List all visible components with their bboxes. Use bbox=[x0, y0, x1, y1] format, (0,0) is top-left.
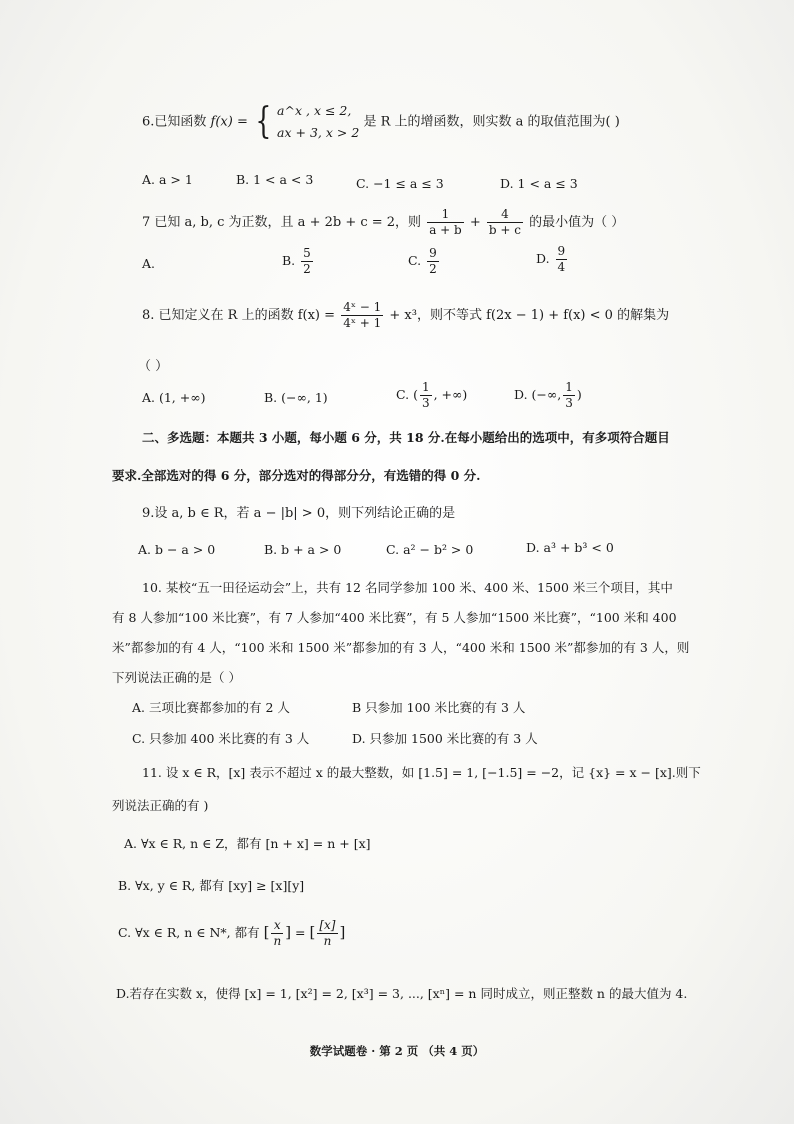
q11-optC-eq: = bbox=[295, 925, 306, 940]
q11-optC-bracket-open-2: [ bbox=[309, 923, 316, 941]
q7-frac1-den: a + b bbox=[429, 223, 462, 237]
q11-option-c bbox=[118, 918, 345, 949]
q7-frac2-den: b + c bbox=[488, 223, 522, 237]
q7-frac2-num: 4 bbox=[487, 207, 523, 223]
q11-optC-bracket-open-1: [ bbox=[263, 923, 270, 941]
q7-option-b bbox=[282, 246, 315, 277]
question-11-line-1: 11. 设 x ∈ R，[x] 表示不超过 x 的最大整数，如 [1.5] = 1, [−1.5] = −2，记 {x} = x − [x].则下 bbox=[142, 765, 701, 780]
q8-answer-paren: （ ） bbox=[138, 359, 169, 374]
q10-option-b: B 只参加 100 米比赛的有 3 人 bbox=[352, 700, 526, 715]
q8-frac-den: 4ˣ + 1 bbox=[343, 316, 382, 330]
q6-option-b: B. 1 < a < 3 bbox=[236, 172, 314, 187]
q7-frac1-num: 1 bbox=[427, 207, 464, 223]
q6-cases bbox=[277, 100, 359, 144]
question-10-line-3: 米”都参加的有 4 人，“100 米和 1500 米”都参加的有 3 人，“400 米和 1500 米”都参加的有 3 人，则 bbox=[112, 640, 690, 655]
q8-optD-b: ) bbox=[576, 387, 582, 402]
q7-optC-den: 2 bbox=[429, 262, 437, 276]
question-10-line-1: 10. 某校“五一田径运动会”上，共有 12 名同学参加 100 米、400 米、1500 米三个项目，其中 bbox=[142, 580, 673, 595]
q6-option-d: D. 1 < a ≤ 3 bbox=[500, 176, 578, 191]
q7-optD-num: 9 bbox=[557, 244, 566, 258]
q10-option-a: A. 三项比赛都参加的有 2 人 bbox=[132, 700, 290, 715]
q8-optC-b: , +∞) bbox=[433, 387, 468, 402]
q8-frac-num: 4ˣ − 1 bbox=[343, 300, 382, 314]
q7-option-c-label: C. bbox=[408, 253, 422, 268]
q7-optB-den: 2 bbox=[303, 262, 311, 276]
q8-stem-b: + x³，则不等式 f(2x − 1) + f(x) < 0 的解集为 bbox=[389, 308, 670, 323]
q7-option-b-label: B. bbox=[282, 253, 296, 268]
question-6-stem bbox=[142, 100, 620, 144]
section-2-header-line-2: 要求.全部选对的得 6 分，部分选对的得部分分，有选错的得 0 分. bbox=[112, 468, 481, 483]
q7-option-c-frac bbox=[427, 246, 439, 277]
q7-optB-num: 5 bbox=[303, 246, 311, 260]
q11-option-a: A. ∀x ∈ R, n ∈ Z，都有 [n + x] = n + [x] bbox=[124, 836, 371, 851]
q8-optD-a: D. (−∞, bbox=[514, 387, 562, 402]
q7-plus: + bbox=[469, 215, 481, 230]
q8-optC-num: 1 bbox=[421, 380, 430, 394]
q11-optC-a: C. ∀x ∈ R, n ∈ N*, 都有 bbox=[118, 925, 260, 940]
q7-fraction-1 bbox=[427, 207, 464, 238]
q6-stem-b: 是 R 上的增函数，则实数 a 的取值范围为( ) bbox=[363, 114, 620, 130]
q7-option-d-label: D. bbox=[536, 251, 550, 266]
q11-optC-den2: n bbox=[323, 934, 332, 948]
q8-option-d-frac bbox=[563, 380, 575, 411]
q7-option-d bbox=[536, 244, 569, 275]
question-9-stem: 9.设 a, b ∈ R，若 a − |b| > 0，则下列结论正确的是 bbox=[142, 506, 456, 521]
q7-option-c bbox=[408, 246, 441, 277]
q11-option-d: D.若存在实数 x，使得 [x] = 1, [x²] = 2, [x³] = 3, ..., [xⁿ] = n 同时成立，则正整数 n 的最大值为 4. bbox=[116, 986, 688, 1001]
q11-optC-frac-2 bbox=[317, 918, 337, 949]
question-7-stem bbox=[142, 207, 624, 238]
q8-optD-den: 3 bbox=[565, 396, 573, 410]
q8-option-c-frac bbox=[420, 380, 432, 411]
q7-optD-den: 4 bbox=[557, 260, 566, 274]
q7-option-a: A. bbox=[142, 256, 156, 271]
q9-option-a: A. b − a > 0 bbox=[138, 542, 216, 557]
q7-stem-a: 7 已知 a, b, c 为正数，且 a + 2b + c = 2，则 bbox=[142, 215, 422, 230]
q8-optC-a: C. ( bbox=[396, 387, 418, 402]
q9-option-b: B. b + a > 0 bbox=[264, 542, 342, 557]
q11-optC-bracket-close-2: ] bbox=[339, 923, 346, 941]
question-8-stem bbox=[142, 300, 669, 331]
q8-option-a: A. (1, +∞) bbox=[142, 390, 206, 405]
q8-optC-den: 3 bbox=[421, 396, 430, 410]
q10-option-d: D. 只参加 1500 米比赛的有 3 人 bbox=[352, 731, 538, 746]
q11-optC-num1: x bbox=[271, 918, 283, 934]
q7-option-b-frac bbox=[301, 246, 313, 277]
q8-option-c bbox=[396, 380, 467, 411]
q6-stem-a: 6.已知函数 bbox=[142, 114, 207, 130]
q7-option-d-frac bbox=[556, 244, 568, 275]
q6-option-a: A. a > 1 bbox=[142, 172, 193, 187]
q11-option-b: B. ∀x, y ∈ R, 都有 [xy] ≥ [x][y] bbox=[118, 878, 305, 893]
q11-optC-frac-1 bbox=[271, 918, 283, 949]
q11-optC-num2: [x] bbox=[319, 918, 336, 932]
q6-case-2: ax + 3, x > 2 bbox=[277, 125, 360, 140]
q11-optC-bracket-close-1: ] bbox=[285, 923, 292, 941]
question-10-line-2: 有 8 人参加“100 米比赛”，有 7 人参加“400 米比赛”，有 5 人参加“1500 米比赛”，“100 米和 400 bbox=[112, 610, 677, 625]
page-footer: 数学试题卷 · 第 2 页 （共 4 页） bbox=[309, 1044, 485, 1058]
q6-case-1: a^x , x ≤ 2, bbox=[277, 103, 352, 118]
q8-stem-a: 8. 已知定义在 R 上的函数 f(x) = bbox=[142, 308, 336, 323]
q8-option-d bbox=[514, 380, 582, 411]
q6-option-c: C. −1 ≤ a ≤ 3 bbox=[356, 176, 444, 191]
q10-option-c: C. 只参加 400 米比赛的有 3 人 bbox=[132, 731, 310, 746]
q8-optD-num: 1 bbox=[565, 380, 573, 394]
question-11-line-2: 列说法正确的有 ) bbox=[112, 798, 209, 813]
q7-stem-b: 的最小值为（ ） bbox=[529, 215, 625, 230]
q11-optC-den1: n bbox=[273, 934, 282, 948]
q6-brace: { bbox=[255, 101, 272, 142]
q7-optC-num: 9 bbox=[429, 246, 437, 260]
section-2-header-line-1: 二、多选题：本题共 3 小题，每小题 6 分，共 18 分.在每小题给出的选项中，有多项符合题目 bbox=[142, 430, 670, 445]
q9-option-c: C. a² − b² > 0 bbox=[386, 542, 474, 557]
question-10-line-4: 下列说法正确的是（ ） bbox=[112, 670, 241, 685]
q8-option-b: B. (−∞, 1) bbox=[264, 390, 328, 405]
q6-fx: f(x) = bbox=[210, 114, 248, 130]
q8-fraction bbox=[341, 300, 383, 331]
q9-option-d: D. a³ + b³ < 0 bbox=[526, 540, 614, 555]
q7-fraction-2 bbox=[487, 207, 523, 238]
